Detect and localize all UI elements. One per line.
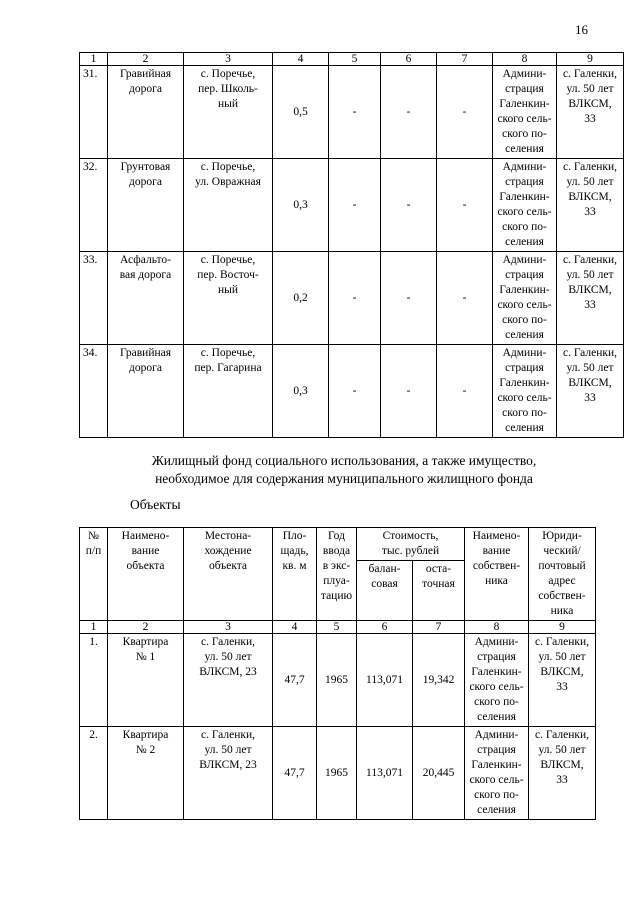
- header-cost: Стоимость, тыс. рублей: [357, 528, 465, 561]
- header-number: № п/п: [80, 528, 108, 621]
- col-number: 4: [273, 53, 329, 66]
- col-number: 9: [557, 53, 624, 66]
- owner-address: с. Галенки, ул. 50 лет ВЛКСМ, 33: [557, 159, 624, 252]
- object-area: 0,5: [273, 66, 329, 159]
- col-number: 5: [329, 53, 381, 66]
- object-name: Квартира № 1: [108, 634, 184, 727]
- object-name: Гравийная дорога: [108, 345, 184, 438]
- owner-name: Админи- страция Галенкин- ского сель- ского по- селения: [465, 634, 529, 727]
- col-number: 3: [184, 621, 273, 634]
- header-location: Местона- хождение объекта: [184, 528, 273, 621]
- owner-address: с. Галенки, ул. 50 лет ВЛКСМ, 33: [557, 345, 624, 438]
- row-number: 31.: [80, 66, 108, 159]
- col-number: 7: [413, 621, 465, 634]
- col-number: 5: [317, 621, 357, 634]
- cell-5: -: [329, 66, 381, 159]
- cell-7: -: [437, 159, 493, 252]
- cell-6: -: [381, 252, 437, 345]
- cost-residual: 19,342: [413, 634, 465, 727]
- cell-5: -: [329, 159, 381, 252]
- header-owner-address: Юриди- ческий/ почтовый адрес собствен- ника: [529, 528, 596, 621]
- header-owner: Наимено- вание собствен- ника: [465, 528, 529, 621]
- owner-address: с. Галенки, ул. 50 лет ВЛКСМ, 33: [529, 727, 596, 820]
- object-location: с. Поречье, пер. Восточ- ный: [184, 252, 273, 345]
- cost-residual: 20,445: [413, 727, 465, 820]
- col-number: 2: [108, 53, 184, 66]
- col-number: 8: [493, 53, 557, 66]
- owner-name: Админи- страция Галенкин- ского сель- ского по- селения: [493, 66, 557, 159]
- housing-table: [79, 527, 596, 820]
- object-name: Гравийная дорога: [108, 66, 184, 159]
- section-heading-line: Жилищный фонд социального использования, а также имущество,: [151, 453, 537, 468]
- col-number: 1: [80, 53, 108, 66]
- section-heading-line: необходимое для содержания муниципального жилищного фонда: [155, 471, 533, 486]
- table-row: [80, 159, 624, 252]
- col-number: 3: [184, 53, 273, 66]
- owner-name: Админи- страция Галенкин- ского сель- ского по- селения: [493, 159, 557, 252]
- header-cost-residual: оста- точная: [413, 561, 465, 621]
- cost-balance: 113,071: [357, 634, 413, 727]
- col-number: 1: [80, 621, 108, 634]
- cost-balance: 113,071: [357, 727, 413, 820]
- object-location: с. Галенки, ул. 50 лет ВЛКСМ, 23: [184, 634, 273, 727]
- object-name: Грунтовая дорога: [108, 159, 184, 252]
- table-row: [80, 727, 596, 820]
- object-area: 47,7: [273, 727, 317, 820]
- col-number: 8: [465, 621, 529, 634]
- cell-6: -: [381, 159, 437, 252]
- row-number: 2.: [80, 727, 108, 820]
- object-area: 0,3: [273, 345, 329, 438]
- col-number: 6: [381, 53, 437, 66]
- cell-7: -: [437, 345, 493, 438]
- col-number: 7: [437, 53, 493, 66]
- col-number: 6: [357, 621, 413, 634]
- object-name: Квартира № 2: [108, 727, 184, 820]
- table-row: [80, 345, 624, 438]
- cell-6: -: [381, 66, 437, 159]
- cell-7: -: [437, 66, 493, 159]
- table-row: [80, 66, 624, 159]
- section-heading: [79, 452, 609, 488]
- row-number: 32.: [80, 159, 108, 252]
- object-location: с. Поречье, пер. Школь- ный: [184, 66, 273, 159]
- header-cost-balance: балан- совая: [357, 561, 413, 621]
- col-number: 9: [529, 621, 596, 634]
- row-number: 34.: [80, 345, 108, 438]
- owner-name: Админи- страция Галенкин- ского сель- ского по- селения: [493, 252, 557, 345]
- roads-table: [79, 52, 624, 438]
- cell-6: -: [381, 345, 437, 438]
- cell-7: -: [437, 252, 493, 345]
- object-area: 0,2: [273, 252, 329, 345]
- col-number: 4: [273, 621, 317, 634]
- owner-address: с. Галенки, ул. 50 лет ВЛКСМ, 33: [557, 252, 624, 345]
- table-header-numbers: [80, 621, 596, 634]
- header-area: Пло- щадь, кв. м: [273, 528, 317, 621]
- object-location: с. Поречье, пер. Гагарина: [184, 345, 273, 438]
- page-number: 16: [575, 22, 588, 37]
- row-number: 1.: [80, 634, 108, 727]
- object-year: 1965: [317, 727, 357, 820]
- object-area: 47,7: [273, 634, 317, 727]
- object-year: 1965: [317, 634, 357, 727]
- col-number: 2: [108, 621, 184, 634]
- cell-5: -: [329, 252, 381, 345]
- owner-address: с. Галенки, ул. 50 лет ВЛКСМ, 33: [529, 634, 596, 727]
- table-row: [80, 252, 624, 345]
- owner-name: Админи- страция Галенкин- ского сель- ского по- селения: [493, 345, 557, 438]
- cell-5: -: [329, 345, 381, 438]
- table-header-row: [80, 528, 596, 561]
- table-header-numbers: [80, 53, 624, 66]
- table-row: [80, 634, 596, 727]
- row-number: 33.: [80, 252, 108, 345]
- object-name: Асфальто- вая дорога: [108, 252, 184, 345]
- owner-name: Админи- страция Галенкин- ского сель- ского по- селения: [465, 727, 529, 820]
- object-location: с. Галенки, ул. 50 лет ВЛКСМ, 23: [184, 727, 273, 820]
- owner-address: с. Галенки, ул. 50 лет ВЛКСМ, 33: [557, 66, 624, 159]
- object-area: 0,3: [273, 159, 329, 252]
- header-object-name: Наимено- вание объекта: [108, 528, 184, 621]
- objects-label: Объекты: [130, 497, 181, 512]
- header-year: Год ввода в экс- плуа- тацию: [317, 528, 357, 621]
- object-location: с. Поречье, ул. Овражная: [184, 159, 273, 252]
